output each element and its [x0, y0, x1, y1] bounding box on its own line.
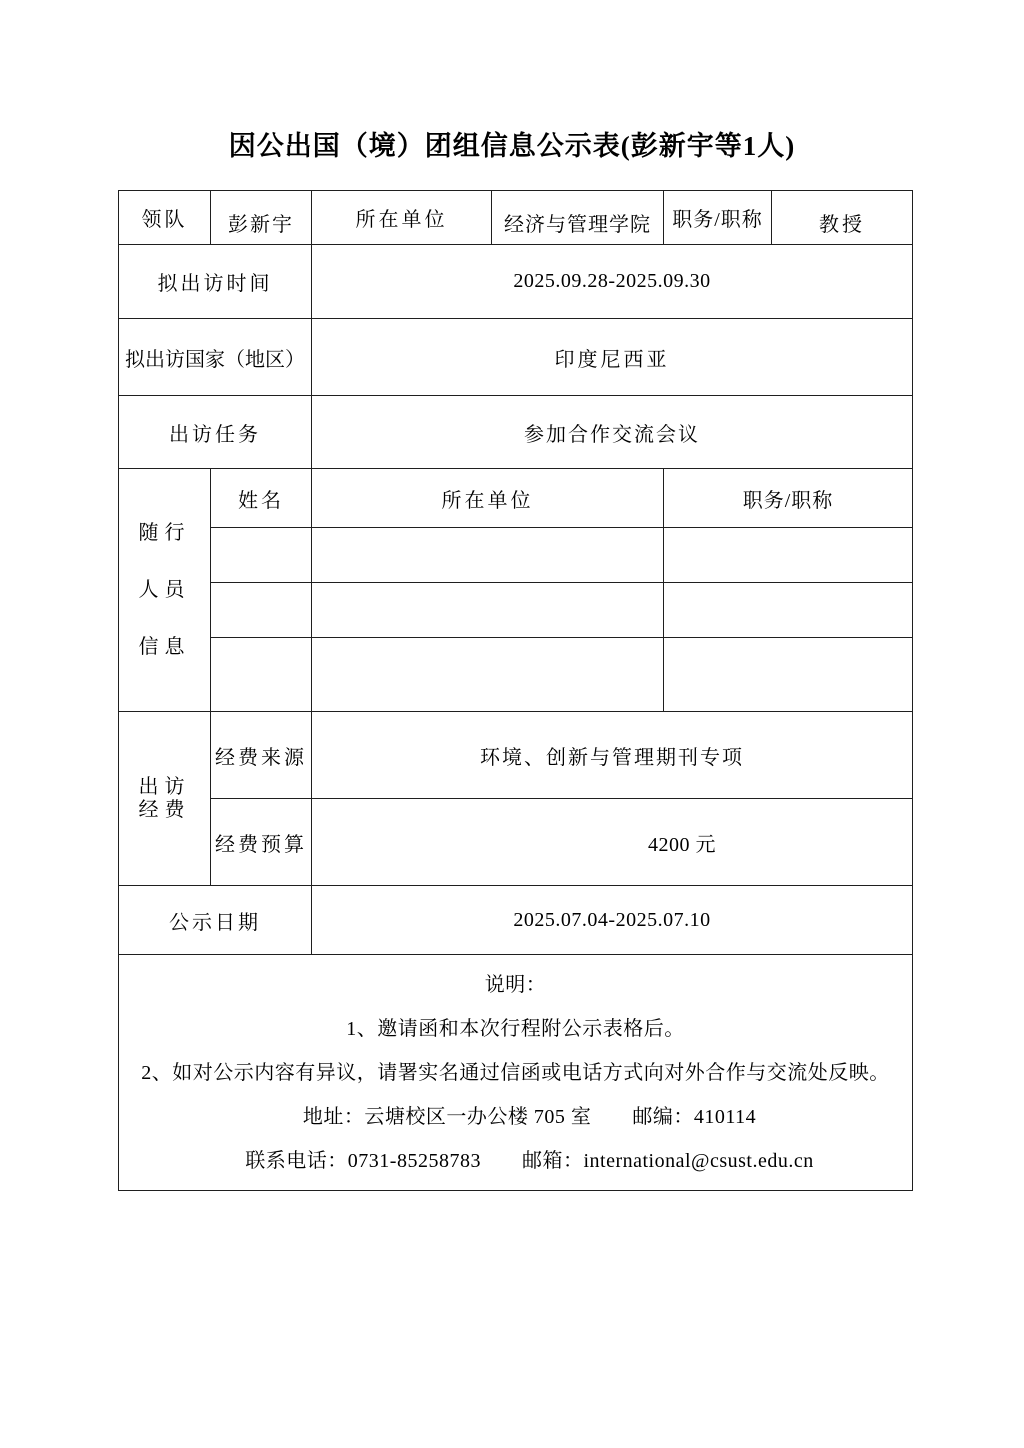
- publicity-label: 公示日期: [119, 886, 312, 955]
- funding-label-line-1: 出访: [138, 775, 191, 798]
- companion-3-name-cell: [211, 638, 312, 712]
- companion-3-position-cell: [664, 638, 913, 712]
- leader-row: [119, 191, 913, 245]
- companions-header-row: [119, 469, 913, 528]
- companion-1-position-cell: [664, 528, 913, 583]
- funding-label-line-2: 经费: [138, 798, 191, 821]
- companion-3-unit-cell: [312, 638, 664, 712]
- mission-row: [119, 396, 913, 469]
- note-item-2: 2、如对公示内容有异议，请署实名通过信函或电话方式向对外合作与交流处反映。: [141, 1061, 890, 1084]
- leader-unit-value: 经济与管理学院: [492, 191, 664, 245]
- visit-time-row: [119, 245, 913, 319]
- leader-position-label: 职务/职称: [664, 191, 772, 245]
- companions-label-line-3: 信息: [138, 635, 191, 658]
- leader-unit-label: 所在单位: [312, 191, 492, 245]
- notes-row: [119, 955, 913, 1191]
- main-table: [118, 190, 913, 1191]
- companions-label-line-1: 随行: [138, 521, 191, 544]
- companions-header-name: 姓名: [211, 469, 312, 528]
- note-item-1: 1、邀请函和本次行程附公示表格后。: [346, 1017, 685, 1040]
- companion-row-1: [119, 528, 913, 583]
- leader-label: 领队: [119, 191, 211, 245]
- funding-budget-row: [119, 799, 913, 886]
- companion-row-2: [119, 583, 913, 638]
- note-contact-line: 联系电话：0731-85258783 邮箱：international@csust.edu.cn: [245, 1149, 814, 1172]
- funding-budget-label: 经费预算: [211, 799, 312, 886]
- companion-row-3: [119, 638, 913, 712]
- funding-budget-value: 4200 元: [312, 799, 913, 886]
- note-address-line: 地址：云塘校区一办公楼 705 室 邮编：410114: [302, 1105, 757, 1128]
- destination-label: 拟出访国家（地区）: [119, 319, 312, 396]
- companion-1-name-cell: [211, 528, 312, 583]
- destination-row: [119, 319, 913, 396]
- publicity-row: [119, 886, 913, 955]
- funding-section-label: [119, 712, 211, 886]
- mission-label: 出访任务: [119, 396, 312, 469]
- destination-value: 印度尼西亚: [312, 319, 913, 396]
- companion-1-unit-cell: [312, 528, 664, 583]
- companions-header-position: 职务/职称: [664, 469, 913, 528]
- companion-2-name-cell: [211, 583, 312, 638]
- page-title: 因公出国（境）团组信息公示表(彭新宇等1人): [228, 131, 796, 161]
- companions-section-label: [119, 469, 211, 712]
- companion-2-unit-cell: [312, 583, 664, 638]
- visit-time-label: 拟出访时间: [119, 245, 312, 319]
- funding-source-row: [119, 712, 913, 799]
- visit-time-value: 2025.09.28-2025.09.30: [312, 245, 913, 319]
- companion-2-position-cell: [664, 583, 913, 638]
- companions-label-line-2: 人员: [138, 578, 191, 601]
- publicity-value: 2025.07.04-2025.07.10: [312, 886, 913, 955]
- leader-position-value: 教授: [772, 191, 913, 245]
- leader-name: 彭新宇: [211, 191, 312, 245]
- notes-block: [119, 955, 913, 1191]
- funding-source-label: 经费来源: [211, 712, 312, 799]
- companions-header-unit: 所在单位: [312, 469, 664, 528]
- funding-source-value: 环境、创新与管理期刊专项: [312, 712, 913, 799]
- notes-heading: 说明：: [484, 973, 547, 996]
- mission-value: 参加合作交流会议: [312, 396, 913, 469]
